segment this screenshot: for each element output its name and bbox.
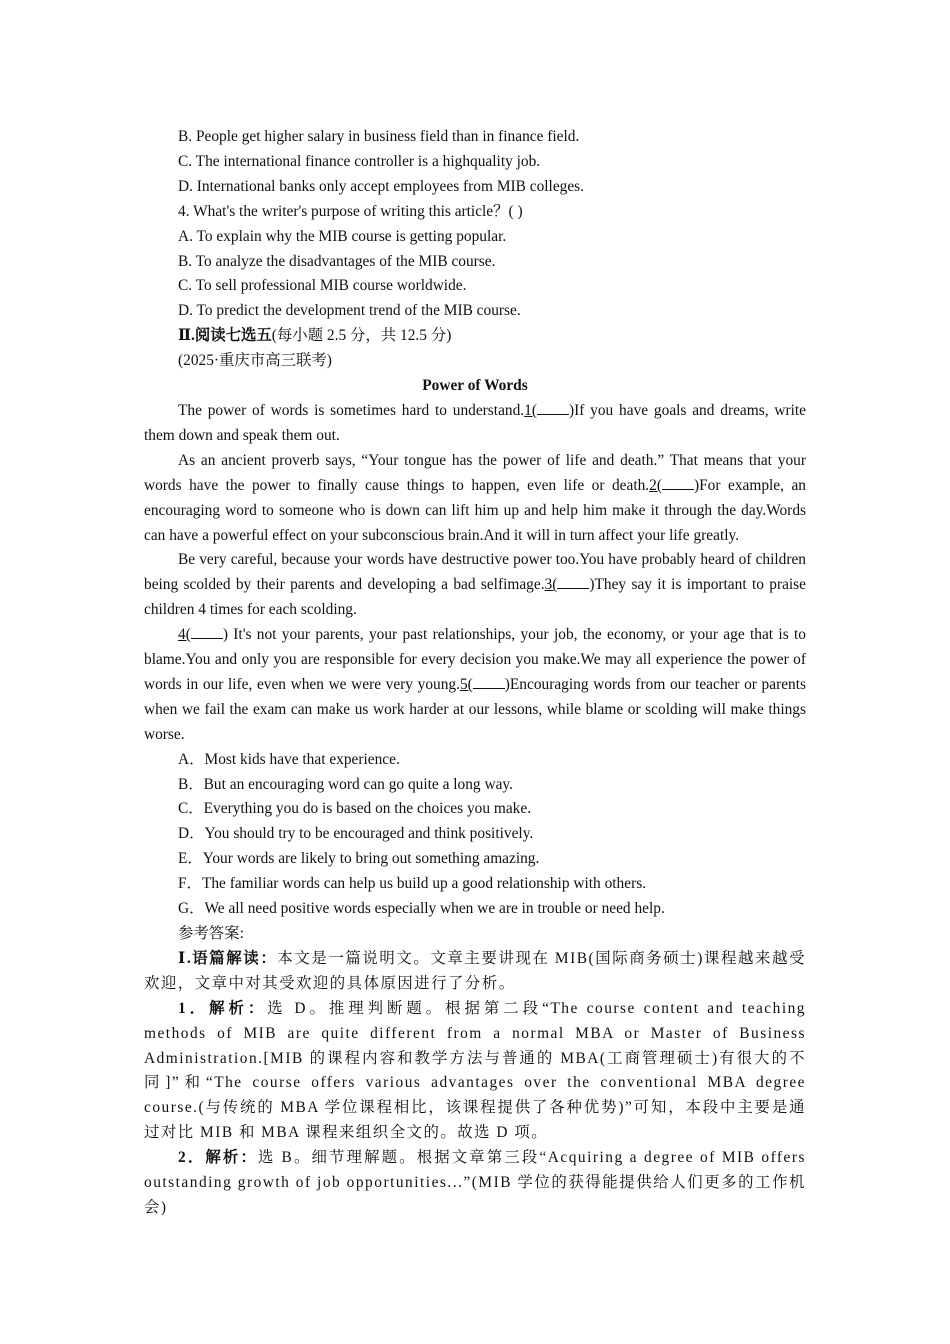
source-note: (2025·重庆市高三联考) (178, 352, 332, 370)
q4-option-d: D. To predict the development trend of the MIB course. (178, 302, 521, 320)
q4-stem: 4. What's the writer's purpose of writing this article？( ) (178, 202, 523, 220)
section2-note: (每小题 2.5 分，共 12.5 分) (271, 327, 452, 345)
passage-paragraph-1: The power of words is sometimes hard to understand.1( )If you have goals and dreams, write them down and speak them out. (144, 401, 806, 444)
choice-f: F．The familiar words can help us build up a good relationship with others. (178, 875, 647, 893)
passage-title: Power of Words (422, 377, 528, 395)
passage-paragraph-2: As an ancient proverb says, “Your tongue has the power of life and death.” That means that your words have the power to finally cause things to happen, even life or death.2( )For example, an encouraging word to someone who is down can lift him up and help him make it through the day.Words can have a powerful effect on your subconscious brain.And it will in turn affect your life greatly. (144, 451, 806, 544)
choice-e: E．Your words are likely to bring out something amazing. (178, 850, 540, 868)
choice-d: D．You should try to be encouraged and think positively. (178, 825, 534, 843)
choice-g: G．We all need positive words especially when we are in trouble or need help. (178, 900, 665, 918)
choice-a: A．Most kids have that experience. (178, 750, 400, 768)
answer-reading-analysis: Ⅰ.语篇解读：本文是一篇说明文。文章主要讲现在 MIB(国际商务硕士)课程越来越受欢迎，文章中对其受欢迎的具体原因进行了分析。 (144, 949, 806, 992)
q3-option-c: C. The international finance controller is a highquality job. (178, 152, 541, 170)
q4-option-a: A. To explain why the MIB course is getting popular. (178, 227, 507, 245)
answer-heading: 参考答案: (178, 925, 244, 942)
choice-b: B．But an encouraging word can go quite a long way. (178, 775, 513, 793)
document-content (144, 125, 806, 1221)
q4-option-c: C. To sell professional MIB course worldwide. (178, 277, 467, 295)
q3-option-b: B. People get higher salary in business field than in finance field. (178, 128, 580, 145)
passage-paragraph-4: 4( ) It's not your parents, your past relationships, your job, the economy, or your age that is to blame.You and only you are responsible for every decision you make.We may all experience the power of words in our life, even when we were very young.5( )Encouraging words from our teacher or parents when we fail the exam can make us work harder at our lessons, while blame or scolding will make things worse. (144, 626, 806, 743)
choice-c: C．Everything you do is based on the choices you make. (178, 800, 532, 818)
answer-1-explanation: 1．解析：选 D。推理判断题。根据第二段“The course content and teaching methods of MIB are quite different from a normal MBA or Master of Business Administration.[MIB 的课程内容和教学方法与普通的 MBA(工商管理硕士)有很大的不同]”和“The course offers various advantages over the conventional MBA degree course.(与传统的 MBA 学位课程相比，该课程提供了各种优势)”可知，本段中主要是通过对比 MIB 和 MBA 课程来组织全文的。故选 D 项。 (144, 999, 806, 1142)
q4-option-b: B. To analyze the disadvantages of the MIB course. (178, 252, 496, 270)
passage-paragraph-3: Be very careful, because your words have destructive power too.You have probably heard of children being scolded by their parents and developing a bad selfimage.3( )They say it is important to praise children 4 times for each scolding. (144, 551, 806, 619)
blank-4[interactable]: 4( (178, 626, 223, 643)
section2-heading: Ⅱ.阅读七选五 (178, 327, 272, 345)
blank-5[interactable]: 5( (460, 676, 505, 693)
blank-3[interactable]: 3( (545, 576, 590, 593)
q3-option-d: D. International banks only accept employees from MIB colleges. (178, 177, 585, 195)
answer-2-explanation: 2．解析：选 B。细节理解题。根据文章第三段“Acquiring a degree of MIB offers outstanding growth of job opportunities...”(MIB 学位的获得能提供给人们更多的工作机会) (144, 1149, 807, 1216)
section2-header (144, 324, 806, 349)
blank-1[interactable]: 1( (524, 402, 569, 419)
blank-2[interactable]: 2( (649, 477, 694, 494)
